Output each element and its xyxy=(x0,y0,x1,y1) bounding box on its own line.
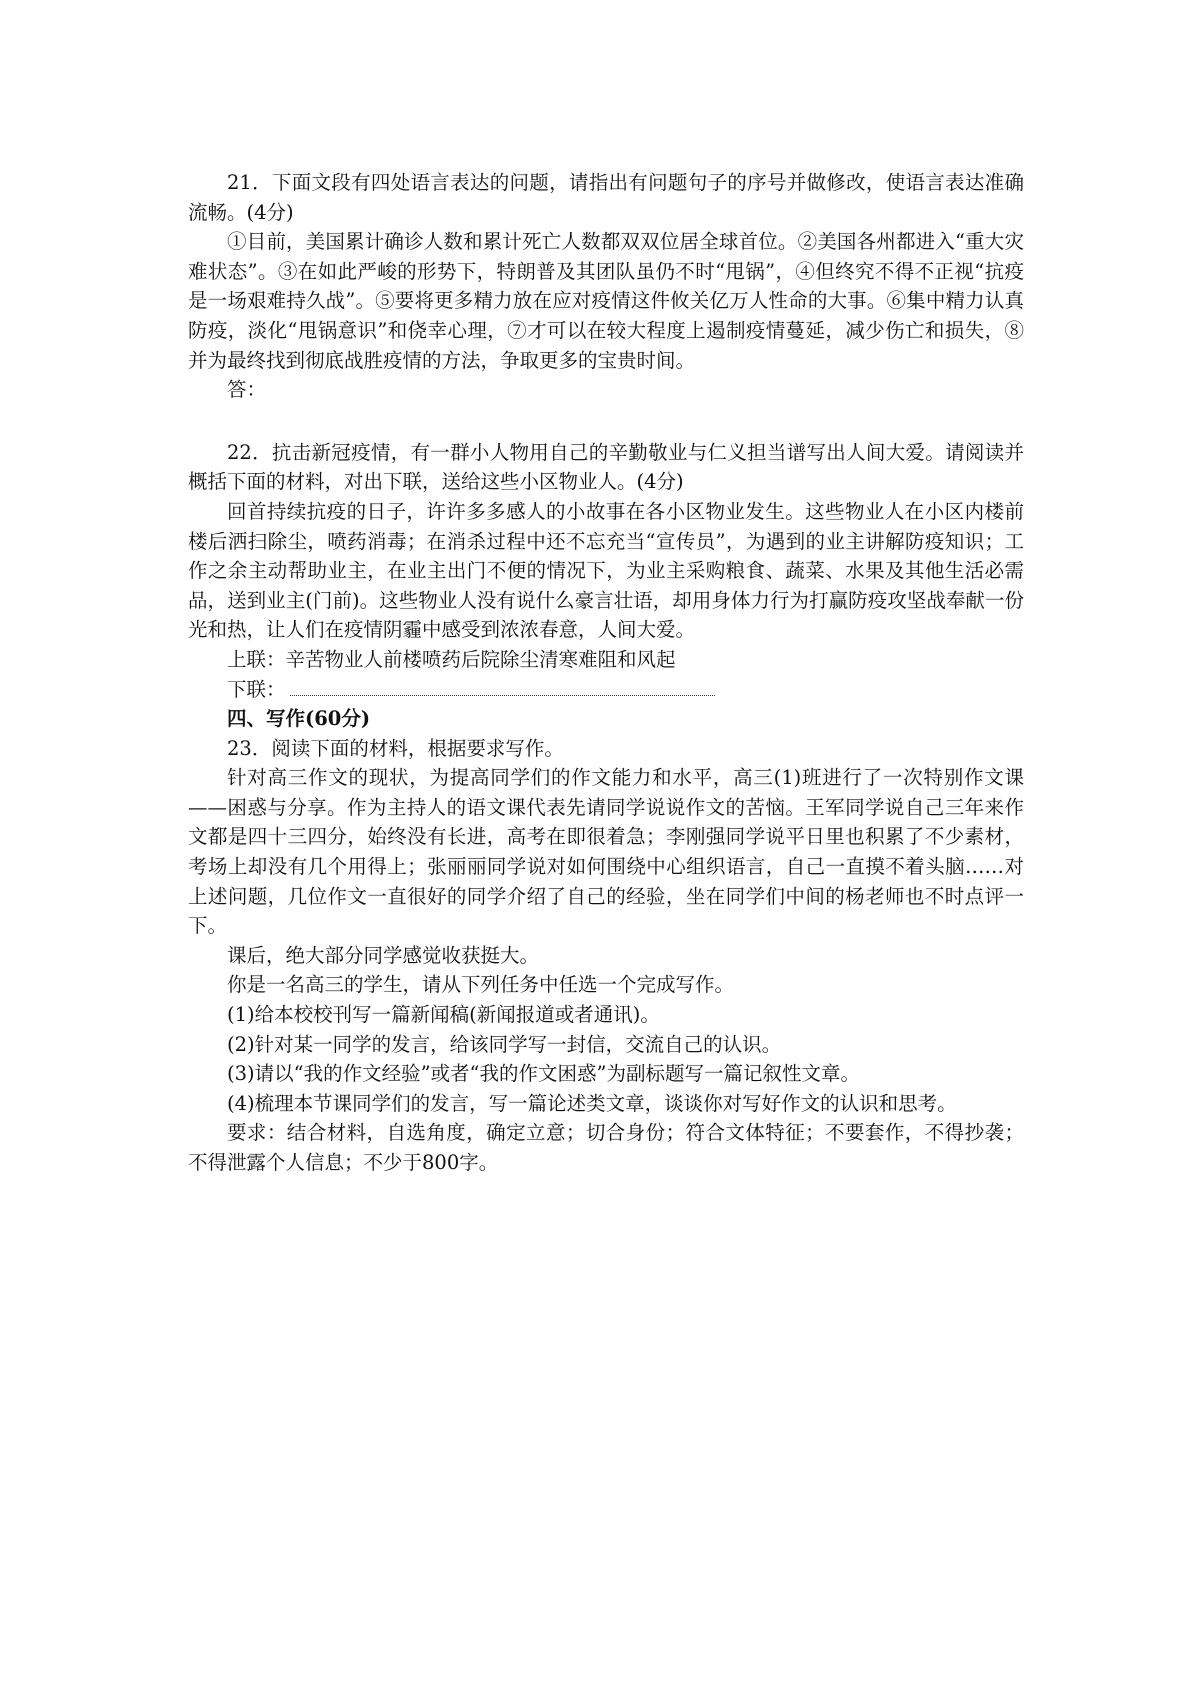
lower-couplet-label: 下联： xyxy=(227,677,286,701)
q23-task-2: (2)针对某一同学的发言，给该同学写一封信，交流自己的认识。 xyxy=(227,1032,782,1056)
q23-prompt: 23．阅读下面的材料，根据要求写作。 xyxy=(227,736,564,760)
q21-answer-label: 答： xyxy=(227,378,267,402)
q23-material: 针对高三作文的现状，为提高同学们的作文能力和水平，高三(1)班进行了一次特别作文课——困惑与分享。作为主持人的语文课代表先请同学说说作文的苦恼。王军同学说自己三年来作文都是四十三四分，始终没有长进，高考在即很着急；李刚强同学说平日里也积累了不少素材，考场上却没有几个用得上；张丽丽同学说对如何围绕中心组织语言，自己一直摸不着头脑……对上述问题，几位作文一直很好的同学介绍了自己的经验，坐在同学们中间的杨老师也不时点评一下。 xyxy=(188,766,1024,938)
q21-passage: ①目前，美国累计确诊人数和累计死亡人数都双双位居全球首位。②美国各州都进入“重大灾难状态”。③在如此严峻的形势下，特朗普及其团队虽仍不时“甩锅”，④但终究不得不正视“抗疫是一场艰难持久战”。⑤要将更多精力放在应对疫情这件攸关亿万人性命的大事。⑥集中精力认真防疫，淡化“甩锅意识”和侥幸心理，⑦才可以在较大程度上遏制疫情蔓延，减少伤亡和损失，⑧并为最终找到彻底战胜疫情的方法，争取更多的宝贵时间。 xyxy=(188,230,1024,372)
q23-task-1: (1)给本校校刊写一篇新闻稿(新闻报道或者通讯)。 xyxy=(227,1003,660,1027)
q23-requirements: 要求：结合材料，自选角度，确定立意；切合身份；符合文体特征；不要套作，不得抄袭；不得泄露个人信息；不少于800字。 xyxy=(188,1121,1024,1174)
q23-task-4: (4)梳理本节课同学们的发言，写一篇论述类文章，谈谈你对写好作文的认识和思考。 xyxy=(227,1091,957,1115)
q21-prompt: 21．下面文段有四处语言表达的问题，请指出有问题句子的序号并做修改，使语言表达准确流畅。(4分) xyxy=(188,171,1024,224)
answer-blank-line[interactable] xyxy=(290,681,715,696)
upper-couplet: 上联：辛苦物业人前楼喷药后院除尘清寒难阻和风起 xyxy=(227,647,676,671)
lower-couplet-row xyxy=(188,675,1024,705)
q22-passage: 回首持续抗疫的日子，许许多多感人的小故事在各小区物业发生。这些物业人在小区内楼前楼后洒扫除尘，喷药消毒；在消杀过程中还不忘充当“宣传员”，为遇到的业主讲解防疫知识；工作之余主动帮助业主，在业主出门不便的情况下，为业主采购粮食、蔬菜、水果及其他生活必需品，送到业主(门前)。这些物业人没有说什么豪言壮语，却用身体力行为打赢防疫攻坚战奉献一份光和热，让人们在疫情阴霾中感受到浓浓春意，人间大爱。 xyxy=(188,499,1024,642)
q23-task-intro: 你是一名高三的学生，请从下列任务中任选一个完成写作。 xyxy=(227,973,735,997)
exam-page xyxy=(188,168,1024,1178)
spacer xyxy=(188,405,1024,438)
q23-task-3: (3)请以“我的作文经验”或者“我的作文困惑”为副标题写一篇记叙性文章。 xyxy=(227,1062,860,1086)
q22-prompt: 22．抗击新冠疫情，有一群小人物用自己的辛勤敬业与仁义担当谱写出人间大爱。请阅读并概括下面的材料，对出下联，送给这些小区物业人。(4分) xyxy=(188,440,1024,494)
section-heading: 四、写作(60分) xyxy=(227,707,371,731)
q23-after-class: 课后，绝大部分同学感觉收获挺大。 xyxy=(227,943,540,967)
